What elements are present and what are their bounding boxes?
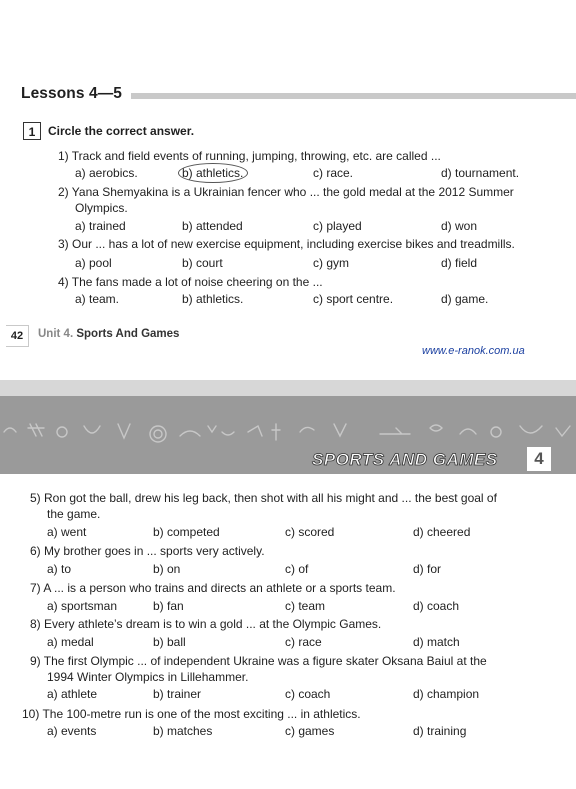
- lesson-title: Lessons 4—5: [21, 85, 123, 102]
- option-2d[interactable]: d) won: [441, 219, 478, 233]
- option-1b[interactable]: [182, 166, 243, 180]
- option-3d[interactable]: d) field: [441, 256, 478, 270]
- option-5d[interactable]: d) cheered: [413, 525, 471, 539]
- question-5-cont: the game.: [47, 507, 101, 521]
- question-10: 10) The 100-metre run is one of the most exciting ... in athletics.: [22, 707, 361, 721]
- option-3b[interactable]: b) court: [182, 256, 223, 270]
- page-number: 42: [6, 325, 29, 347]
- chapter-title: SPORTS AND GAMES: [312, 450, 498, 469]
- option-9b[interactable]: b) trainer: [153, 687, 202, 701]
- option-2a[interactable]: a) trained: [75, 219, 126, 233]
- option-7c[interactable]: c) team: [285, 599, 326, 613]
- option-4a[interactable]: a) team.: [75, 292, 120, 306]
- question-6: 6) My brother goes in ... sports very actively.: [30, 544, 265, 558]
- option-7d[interactable]: d) coach: [413, 599, 460, 613]
- unit-label: [38, 328, 179, 340]
- page-bottom: [0, 474, 576, 789]
- chapter-number: 4: [527, 447, 551, 471]
- option-3a[interactable]: a) pool: [75, 256, 112, 270]
- option-6a[interactable]: a) to: [47, 562, 72, 576]
- question-3: 3) Our ... has a lot of new exercise equipment, including exercise bikes and treadmills.: [58, 237, 515, 251]
- question-2-cont: Olympics.: [75, 201, 128, 215]
- question-1: 1) Track and field events of running, jumping, throwing, etc. are called ...: [58, 149, 441, 163]
- option-9d[interactable]: d) champion: [413, 687, 480, 701]
- page-top: [0, 0, 576, 380]
- option-9a[interactable]: a) athlete: [47, 687, 98, 701]
- question-9-cont: 1994 Winter Olympics in Lillehammer.: [47, 670, 249, 684]
- question-5: 5) Ron got the ball, drew his leg back, then shot with all his might and ... the best goal of: [30, 491, 497, 505]
- option-4d[interactable]: d) game.: [441, 292, 489, 306]
- option-8d[interactable]: d) match: [413, 635, 460, 649]
- option-1c[interactable]: c) race.: [313, 166, 354, 180]
- option-4b[interactable]: b) athletics.: [182, 292, 244, 306]
- option-2b[interactable]: b) attended: [182, 219, 243, 233]
- question-9: 9) The first Olympic ... of independent Ukraine was a figure skater Oksana Baiul at the: [30, 654, 487, 668]
- option-1d[interactable]: d) tournament.: [441, 166, 520, 180]
- title-rule: [131, 93, 576, 99]
- question-4: 4) The fans made a lot of noise cheering on the ...: [58, 275, 323, 289]
- question-7: 7) A ... is a person who trains and directs an athlete or a sports team.: [30, 581, 396, 595]
- option-8c[interactable]: c) race: [285, 635, 322, 649]
- option-2c[interactable]: c) played: [313, 219, 362, 233]
- question-2: 2) Yana Shemyakina is a Ukrainian fencer who ... the gold medal at the 2012 Summer: [58, 185, 514, 199]
- exercise-number: 1: [23, 122, 41, 140]
- page-gap: [0, 380, 576, 396]
- site-url[interactable]: www.e-ranok.com.ua: [422, 345, 525, 357]
- option-4c[interactable]: c) sport centre.: [313, 292, 394, 306]
- option-8a[interactable]: a) medal: [47, 635, 94, 649]
- option-10c[interactable]: c) games: [285, 724, 335, 738]
- option-7a[interactable]: a) sportsman: [47, 599, 118, 613]
- option-8b[interactable]: b) ball: [153, 635, 186, 649]
- answer-circle: [178, 163, 248, 183]
- option-6b[interactable]: b) on: [153, 562, 181, 576]
- option-10d[interactable]: d) training: [413, 724, 467, 738]
- unit-prefix: Unit 4.: [38, 328, 74, 340]
- option-5b[interactable]: b) competed: [153, 525, 220, 539]
- option-1b-label: b) athletics.: [182, 166, 244, 180]
- option-3c[interactable]: c) gym: [313, 256, 349, 270]
- option-6d[interactable]: d) for: [413, 562, 442, 576]
- option-10a[interactable]: a) events: [47, 724, 97, 738]
- option-7b[interactable]: b) fan: [153, 599, 184, 613]
- option-10b[interactable]: b) matches: [153, 724, 213, 738]
- option-9c[interactable]: c) coach: [285, 687, 331, 701]
- sports-doodles-icon: [0, 410, 576, 450]
- exercise-instruction: Circle the correct answer.: [48, 124, 195, 138]
- question-8: 8) Every athlete’s dream is to win a gold ... at the Olympic Games.: [30, 617, 382, 631]
- option-1a[interactable]: a) aerobics.: [75, 166, 138, 180]
- option-5c[interactable]: c) scored: [285, 525, 335, 539]
- unit-title: Sports And Games: [76, 328, 180, 340]
- option-6c[interactable]: c) of: [285, 562, 309, 576]
- option-5a[interactable]: a) went: [47, 525, 87, 539]
